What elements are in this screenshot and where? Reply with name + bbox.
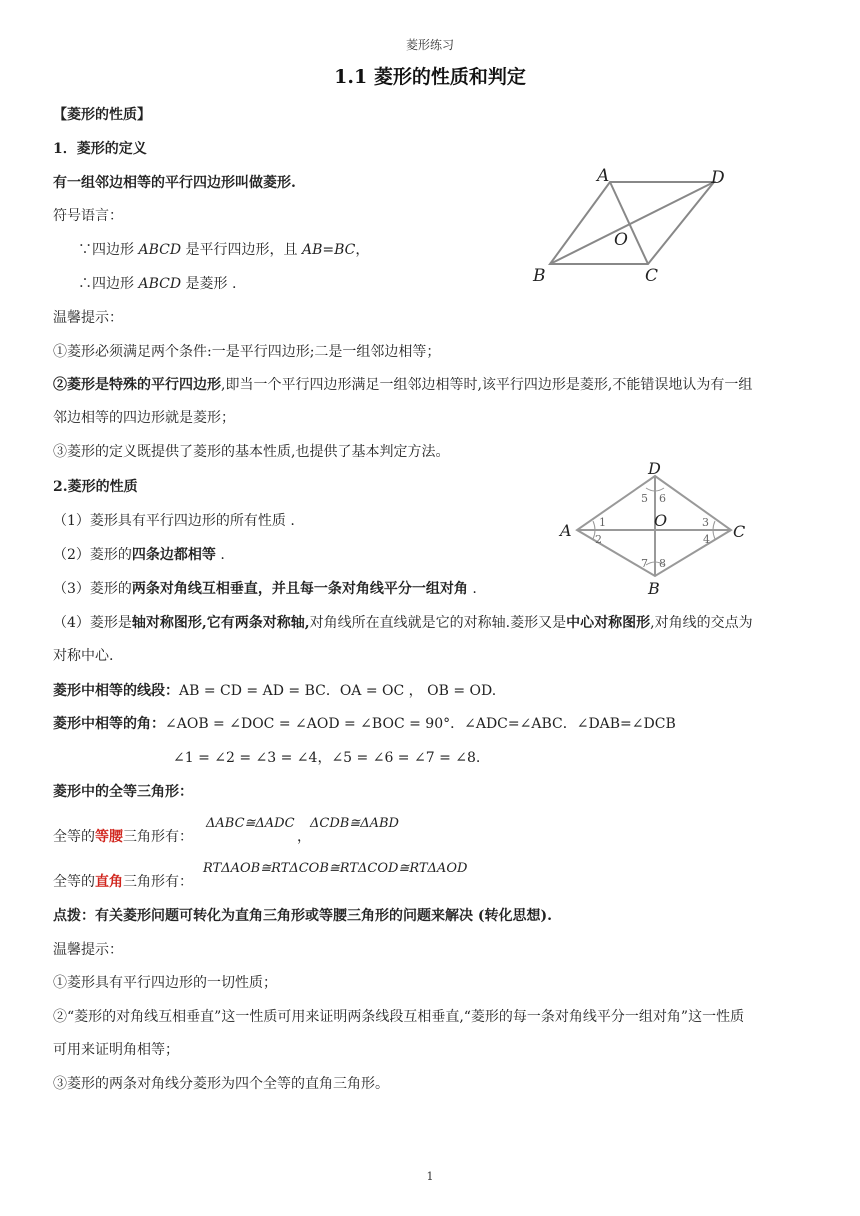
label-b-2: B [648,579,660,598]
equal-angles-label: 菱形中相等的角： [53,716,165,732]
label-o: O [614,230,628,250]
angle-label-3: 3 [702,516,709,529]
equal-segments-text: AB = CD = AD = BC．OA = OC ， OB = OD. [179,683,497,699]
property-2-bold: 四条边都相等 [131,547,216,563]
tip1-item-1: ①菱形必须满足两个条件:一是平行四边形;二是一组邻边相等； [53,344,441,360]
section-heading-property: 【菱形的性质】 [53,107,151,123]
equal-angles-2: ∠1 = ∠2 = ∠3 = ∠4，∠5 = ∠6 = ∠7 = ∠8. [173,750,481,766]
tip1-item-2 [53,374,752,396]
property-2-post: . [215,547,225,563]
tip2-item-3: ③菱形的两条对角线分菱形为四个全等的直角三角形。 [53,1076,389,1092]
because-line [78,239,369,261]
congruent-isosceles [53,826,193,848]
label-b: B [533,266,546,286]
label-d: D [711,168,725,188]
congruent-iso-expr2: ΔCDB≅ΔABD [310,816,399,831]
equal-angles [53,713,676,735]
tip-heading-2: 温馨提示： [53,942,123,958]
property-1: （1）菱形具有平行四边形的所有性质 . [53,513,295,529]
angle-label-7: 7 [641,557,648,570]
definition-heading: 1．菱形的定义 [53,141,147,157]
tip2-item-2-cont: 可用来证明角相等； [53,1042,179,1058]
congruent-iso-red: 等腰 [95,829,123,845]
congruent-right-expr: RTΔAOB≅RTΔCOB≅RTΔCOD≅RTΔAOD [203,861,468,876]
congruent-iso-pre: 全等的 [53,829,95,845]
therefore-abcd: ABCD [138,276,182,292]
angle-label-4: 4 [703,533,710,546]
diagonal-ac [610,182,648,264]
label-o-2: O [654,511,668,530]
diagonal-bd [550,182,714,264]
because-abcd: ABCD [138,242,182,258]
label-d-2: D [648,459,661,478]
congruent-right-red: 直角 [95,874,123,890]
tip2-item-1: ①菱形具有平行四边形的一切性质； [53,975,277,991]
property-4-pre: （4）菱形是 [53,615,132,631]
property-4-cont: 对称中心. [53,648,114,664]
tip1-item-2-rest: ,即当一个平行四边形满足一组邻边相等时,该平行四边形是菱形,不能错误地认为有一组 [221,377,753,393]
property-4-mid: 对角线所在直线就是它的对称轴.菱形又是 [309,615,567,631]
congruent-heading: 菱形中的全等三角形： [53,784,193,800]
property-4 [53,612,753,634]
therefore-line [78,273,236,295]
angle-label-5: 5 [641,492,648,505]
label-c-2: C [733,522,746,541]
property-2-pre: （2）菱形的 [53,547,132,563]
angle-label-6: 6 [659,492,666,505]
property-3-bold: 两条对角线互相垂直，并且每一条对角线平分一组对角 [131,581,468,597]
congruent-right-pre: 全等的 [53,874,95,890]
tip1-item-2-cont: 邻边相等的四边形就是菱形； [53,410,235,426]
page-header: 菱形练习 [405,38,454,52]
equal-angles-text: ∠AOB = ∠DOC = ∠AOD = ∠BOC = 90°．∠ADC=∠ABC．∠DAB=∠DCB [165,716,676,732]
label-a-2: A [560,521,572,540]
because-post: ， [355,242,370,258]
therefore-post: 是菱形 . [181,276,237,292]
symbol-language-label: 符号语言： [53,208,123,224]
because-pre: ∵四边形 [78,242,139,258]
tip-heading-1: 温馨提示： [53,310,123,326]
because-eq: AB=BC [301,242,356,258]
congruent-iso-sep: ， [297,829,311,845]
property-4-bold2: 中心对称图形 [566,615,651,631]
label-c: C [645,266,659,286]
property-3-pre: （3）菱形的 [53,581,132,597]
tip2-item-2: ②“菱形的对角线互相垂直”这一性质可用来证明两条线段互相垂直,“菱形的每一条对角线平分一组对角”这一性质 [53,1009,745,1025]
label-a: A [597,166,610,186]
therefore-pre: ∴四边形 [78,276,139,292]
because-mid: 是平行四边形，且 [181,242,302,258]
angle-label-1: 1 [599,516,606,529]
rhombus-figure-2 [555,458,755,598]
congruent-iso-post: 三角形有： [123,829,193,845]
tip1-item-2-bold: ②菱形是特殊的平行四边形 [53,377,221,393]
angle-label-2: 2 [595,533,602,546]
property-3 [53,578,477,600]
property-heading: 2.菱形的性质 [53,479,138,495]
equal-segments [53,680,496,702]
property-4-bold1: 轴对称图形,它有两条对称轴, [131,615,310,631]
congruent-right [53,871,193,893]
property-4-post: ,对角线的交点为 [650,615,753,631]
page-number: 1 [426,1170,434,1183]
rhombus-figure-1 [520,160,740,290]
angle-label-8: 8 [659,557,666,570]
congruent-iso-expr1: ΔABC≅ΔADC [206,816,295,831]
definition-text: 有一组邻边相等的平行四边形叫做菱形. [53,175,296,191]
tip1-item-3: ③菱形的定义既提供了菱形的基本性质,也提供了基本判定方法。 [53,444,450,460]
equal-segments-label: 菱形中相等的线段： [53,683,179,699]
page-title: 1.1 菱形的性质和判定 [334,66,526,88]
property-2 [53,544,225,566]
hint-text: 点拨：有关菱形问题可转化为直角三角形或等腰三角形的问题来解决 (转化思想). [53,908,552,924]
congruent-right-post: 三角形有： [123,874,193,890]
property-3-post: . [467,581,477,597]
